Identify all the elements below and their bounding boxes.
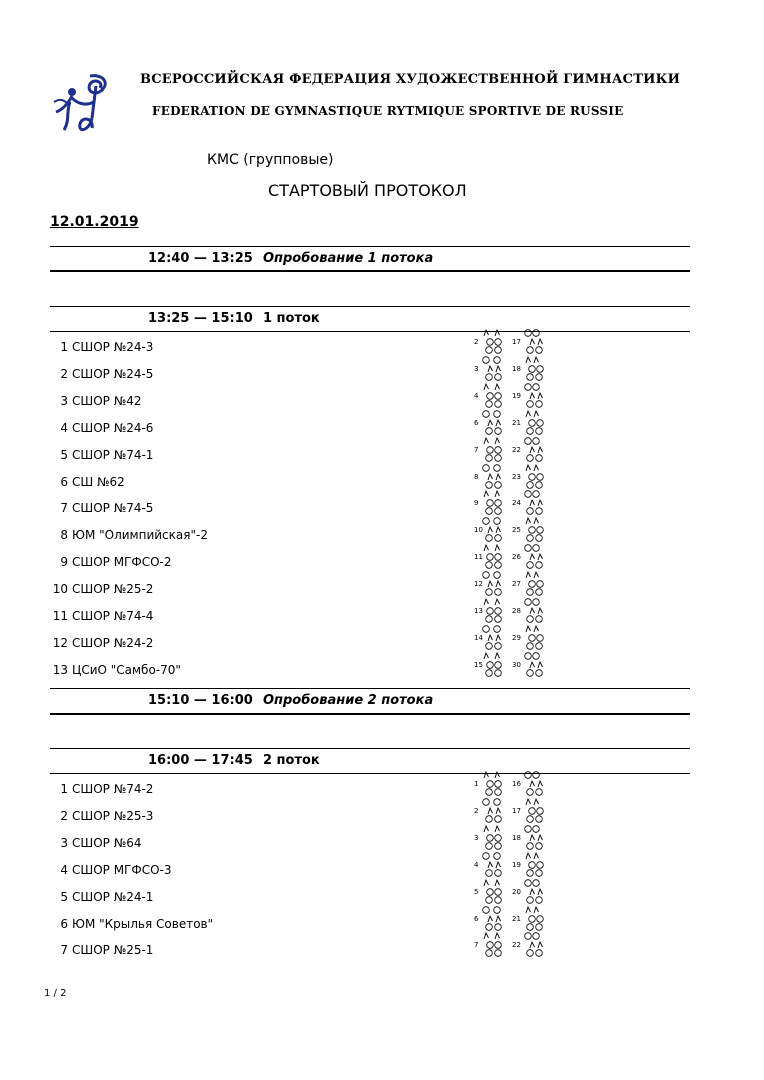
formation-number: 21: [512, 914, 521, 923]
formation-number: 15: [474, 660, 483, 669]
team-name: ЮМ "Олимпийская"-2: [72, 528, 208, 543]
formation-diagram: [472, 797, 552, 825]
team-name: СШОР №74-5: [72, 501, 154, 516]
formation-diagram: [472, 931, 552, 959]
team-name: СШОР №42: [72, 393, 142, 408]
participant-row: [50, 863, 450, 877]
formation-number: 3: [474, 364, 479, 373]
category-title: КМС (групповые): [207, 152, 334, 168]
session-header: [148, 311, 320, 326]
formation-number: 6: [474, 914, 479, 923]
formation-diagram: [472, 328, 552, 356]
divider: [50, 713, 690, 715]
formation-number: 4: [474, 860, 479, 869]
formation-number: 14: [474, 633, 483, 642]
team-name: СШОР №24-3: [72, 340, 154, 354]
team-name: СШОР №74-1: [72, 447, 154, 462]
participant-row: [50, 782, 450, 796]
federation-name-ru: ВСЕРОССИЙСКАЯ ФЕДЕРАЦИЯ ХУДОЖЕСТВЕННОЙ ГИМНАСТИКИ: [140, 72, 681, 87]
start-number: 3: [60, 393, 68, 408]
formation-number: 7: [474, 941, 479, 950]
document-title: СТАРТОВЫЙ ПРОТОКОЛ: [268, 181, 467, 200]
formation-number: 26: [512, 553, 521, 562]
formation-diagram: [472, 851, 552, 879]
team-name: СШОР №24-6: [72, 420, 154, 435]
participant-row: [50, 340, 450, 354]
team-name: СШОР МГФСО-3: [72, 862, 172, 877]
participant-row: [50, 421, 450, 435]
participant-row: [50, 501, 450, 515]
participant-row: [50, 394, 450, 408]
start-number: 1: [60, 340, 68, 354]
formation-number: 12: [474, 580, 483, 589]
participant-row: [50, 528, 450, 542]
team-name: ЦСиО "Самбо-70": [72, 662, 181, 677]
formation-number: 21: [512, 418, 521, 427]
start-number: 6: [60, 474, 68, 489]
divider: [50, 270, 690, 272]
team-name: ЮМ "Крылья Советов": [72, 916, 214, 931]
formation-diagram: [472, 543, 552, 571]
formation-number: 25: [512, 526, 521, 535]
participant-row: [50, 475, 450, 489]
formation-number: 24: [512, 499, 521, 508]
formation-number: 20: [512, 887, 521, 896]
divider: [50, 688, 690, 689]
formation-number: 17: [512, 338, 521, 346]
formation-diagram: [472, 905, 552, 933]
session-label: Опробование 1 потока: [262, 251, 434, 266]
start-number: 1: [60, 782, 68, 796]
formation-number: 30: [512, 660, 521, 669]
team-name: СШОР №25-1: [72, 943, 154, 958]
formation-number: 17: [512, 806, 521, 815]
start-number: 2: [60, 366, 68, 381]
start-number: 10: [52, 582, 68, 597]
team-name: СШОР МГФСО-2: [72, 555, 172, 570]
page-number: 1 / 2: [44, 988, 67, 999]
formation-diagram: [472, 382, 552, 410]
formation-number: 9: [474, 499, 479, 508]
formation-number: 29: [512, 633, 521, 642]
formation-number: 19: [512, 391, 521, 400]
formation-diagram: [472, 878, 552, 906]
team-name: СШОР №74-4: [72, 609, 154, 623]
formation-number: 1: [474, 780, 479, 788]
start-number: 2: [60, 808, 68, 823]
formation-diagram: [472, 570, 552, 598]
participant-row: [50, 836, 450, 850]
session-time: 15:10 — 16:00: [148, 693, 253, 708]
federation-logo: [50, 72, 116, 138]
participant-row: [50, 809, 450, 823]
start-number: 9: [60, 555, 68, 570]
formation-number: 2: [474, 806, 479, 815]
session-label: 1 поток: [262, 311, 320, 326]
team-name: СШОР №74-2: [72, 782, 154, 796]
formation-number: 4: [474, 391, 479, 400]
session-time: 13:25 — 15:10: [148, 311, 253, 326]
formation-number: 11: [474, 553, 483, 562]
start-number: 7: [60, 943, 68, 958]
session-time: 12:40 — 13:25: [148, 251, 253, 266]
formation-number: 27: [512, 580, 521, 589]
start-number: 5: [60, 447, 68, 462]
divider: [50, 748, 690, 749]
formation-number: 8: [474, 472, 479, 481]
start-number: 4: [60, 420, 68, 435]
start-number: 13: [52, 662, 68, 677]
participant-row: [50, 555, 450, 569]
formation-number: 22: [512, 445, 521, 454]
participant-row: [50, 917, 450, 931]
formation-number: 6: [474, 418, 479, 427]
session-time: 16:00 — 17:45: [148, 753, 253, 768]
formation-diagram: [472, 409, 552, 437]
participant-row: [50, 943, 450, 957]
formation-diagram: [472, 624, 552, 652]
start-number: 8: [60, 528, 68, 543]
start-number: 4: [60, 862, 68, 877]
team-name: СШОР №64: [72, 835, 142, 850]
session-label: Опробование 2 потока: [262, 693, 434, 708]
team-name: СШОР №24-5: [72, 366, 154, 381]
formation-number: 13: [474, 607, 483, 615]
formation-number: 18: [512, 833, 521, 842]
participant-row: [50, 890, 450, 904]
team-name: СШОР №24-2: [72, 635, 154, 650]
divider: [50, 306, 690, 307]
formation-number: 19: [512, 860, 521, 869]
formation-number: 22: [512, 941, 521, 950]
participant-row: [50, 663, 450, 677]
team-name: СШОР №24-1: [72, 889, 154, 904]
formation-diagram: [472, 770, 552, 798]
formation-diagram: [472, 597, 552, 625]
formation-diagram: [472, 463, 552, 491]
formation-diagram: [472, 489, 552, 517]
participant-row: [50, 636, 450, 650]
divider: [50, 246, 690, 247]
participant-row: [50, 367, 450, 381]
formation-diagram: [472, 651, 552, 679]
formation-number: 28: [512, 607, 521, 615]
start-number: 3: [60, 835, 68, 850]
formation-number: 3: [474, 833, 479, 842]
start-number: 7: [60, 501, 68, 516]
team-name: СШОР №25-2: [72, 582, 154, 597]
start-number: 6: [60, 916, 68, 931]
divider: [50, 331, 690, 332]
start-number: 12: [52, 635, 68, 650]
formation-diagram: [472, 355, 552, 383]
formation-number: 18: [512, 364, 521, 373]
session-header: [148, 753, 320, 768]
session-header: [148, 251, 433, 266]
formation-number: 23: [512, 472, 521, 481]
participant-row: [50, 609, 450, 623]
formation-number: 10: [474, 526, 483, 535]
formation-number: 16: [512, 780, 521, 788]
start-number: 5: [60, 889, 68, 904]
formation-number: 2: [474, 338, 479, 346]
formation-number: 7: [474, 445, 479, 454]
participant-row: [50, 448, 450, 462]
formation-diagram: [472, 436, 552, 464]
federation-name-fr: FEDERATION DE GYMNASTIQUE RYTMIQUE SPORTIVE DE RUSSIE: [152, 104, 624, 118]
competition-date: 12.01.2019: [50, 214, 139, 230]
divider: [50, 773, 690, 774]
team-name: СШОР №25-3: [72, 808, 154, 823]
session-label: 2 поток: [262, 753, 320, 768]
session-header: [148, 693, 433, 708]
formation-diagram: [472, 516, 552, 544]
team-name: СШ №62: [72, 474, 125, 489]
start-number: 11: [52, 609, 68, 623]
formation-number: 5: [474, 887, 479, 896]
formation-diagram: [472, 824, 552, 852]
participant-row: [50, 582, 450, 596]
